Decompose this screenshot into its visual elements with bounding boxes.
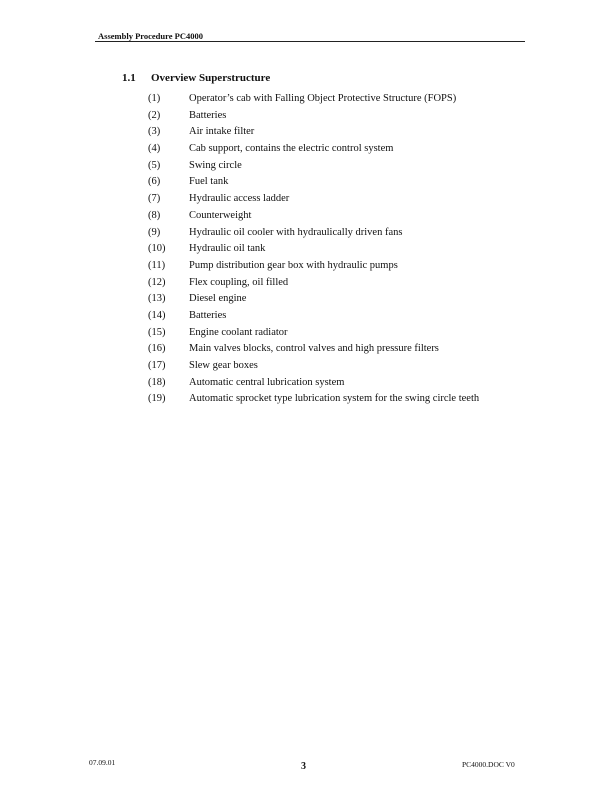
item-text: Slew gear boxes [189,360,258,371]
item-number: (5) [148,159,161,171]
list-item [148,341,479,358]
item-number: (10) [148,243,166,255]
list-item [148,291,479,308]
list-item [148,91,479,108]
item-text: Hydraulic oil cooler with hydraulically driven fans [189,226,403,238]
item-number: (15) [148,326,166,338]
list-item [148,325,479,342]
item-number: (7) [148,193,161,205]
item-text: Diesel engine [189,293,247,305]
page-number: 3 [301,761,306,772]
list-item [148,308,479,325]
item-text: Batteries [189,109,227,121]
list-item [148,358,479,375]
item-number: (19) [148,393,166,405]
item-number: (17) [148,360,166,371]
item-number: (12) [148,276,166,288]
list-item [148,191,479,208]
section-heading [122,72,270,84]
item-text: Pump distribution gear box with hydraulic pumps [189,259,398,271]
item-number: (3) [148,126,161,138]
item-text: Hydraulic oil tank [189,243,266,255]
list-item [148,258,479,275]
item-number: (16) [148,343,166,355]
item-text: Counterweight [189,209,252,221]
list-item [148,158,479,175]
item-number: (1) [148,93,161,104]
item-text: Flex coupling, oil filled [189,276,289,288]
item-number: (9) [148,226,161,238]
list-item [148,208,479,225]
section-title: Overview Superstructure [151,72,271,84]
component-list [148,91,479,408]
item-number: (11) [148,259,166,271]
item-text: Cab support, contains the electric control system [189,143,394,155]
footer-date: 07.09.01 [89,758,116,767]
item-text: Operator’s cab with Falling Object Protective Structure (FOPS) [189,93,457,104]
item-number: (6) [148,176,161,188]
footer-doc-name: PC4000.DOC V0 [462,760,515,769]
item-text: Fuel tank [189,176,229,188]
item-text: Automatic sprocket type lubrication system for the swing circle teeth [189,393,480,405]
header-title: Assembly Procedure PC4000 [98,31,203,41]
item-text: Automatic central lubrication system [189,376,345,388]
item-text: Engine coolant radiator [189,326,288,338]
item-number: (18) [148,376,166,388]
item-text: Batteries [189,309,227,321]
item-number: (2) [148,109,161,121]
item-number: (14) [148,309,166,321]
list-item [148,108,479,125]
item-text: Swing circle [189,159,242,171]
list-item [148,241,479,258]
item-number: (4) [148,143,161,155]
list-item [148,391,479,408]
item-text: Air intake filter [189,126,255,138]
section-number: 1.1 [122,72,136,84]
item-number: (13) [148,293,166,305]
item-text: Main valves blocks, control valves and high pressure filters [189,343,439,355]
list-item [148,225,479,242]
item-text: Hydraulic access ladder [189,193,290,205]
list-item [148,174,479,191]
item-number: (8) [148,209,161,221]
list-item [148,141,479,158]
list-item [148,124,479,141]
list-item [148,275,479,292]
header-rule [95,41,525,42]
list-item [148,375,479,392]
